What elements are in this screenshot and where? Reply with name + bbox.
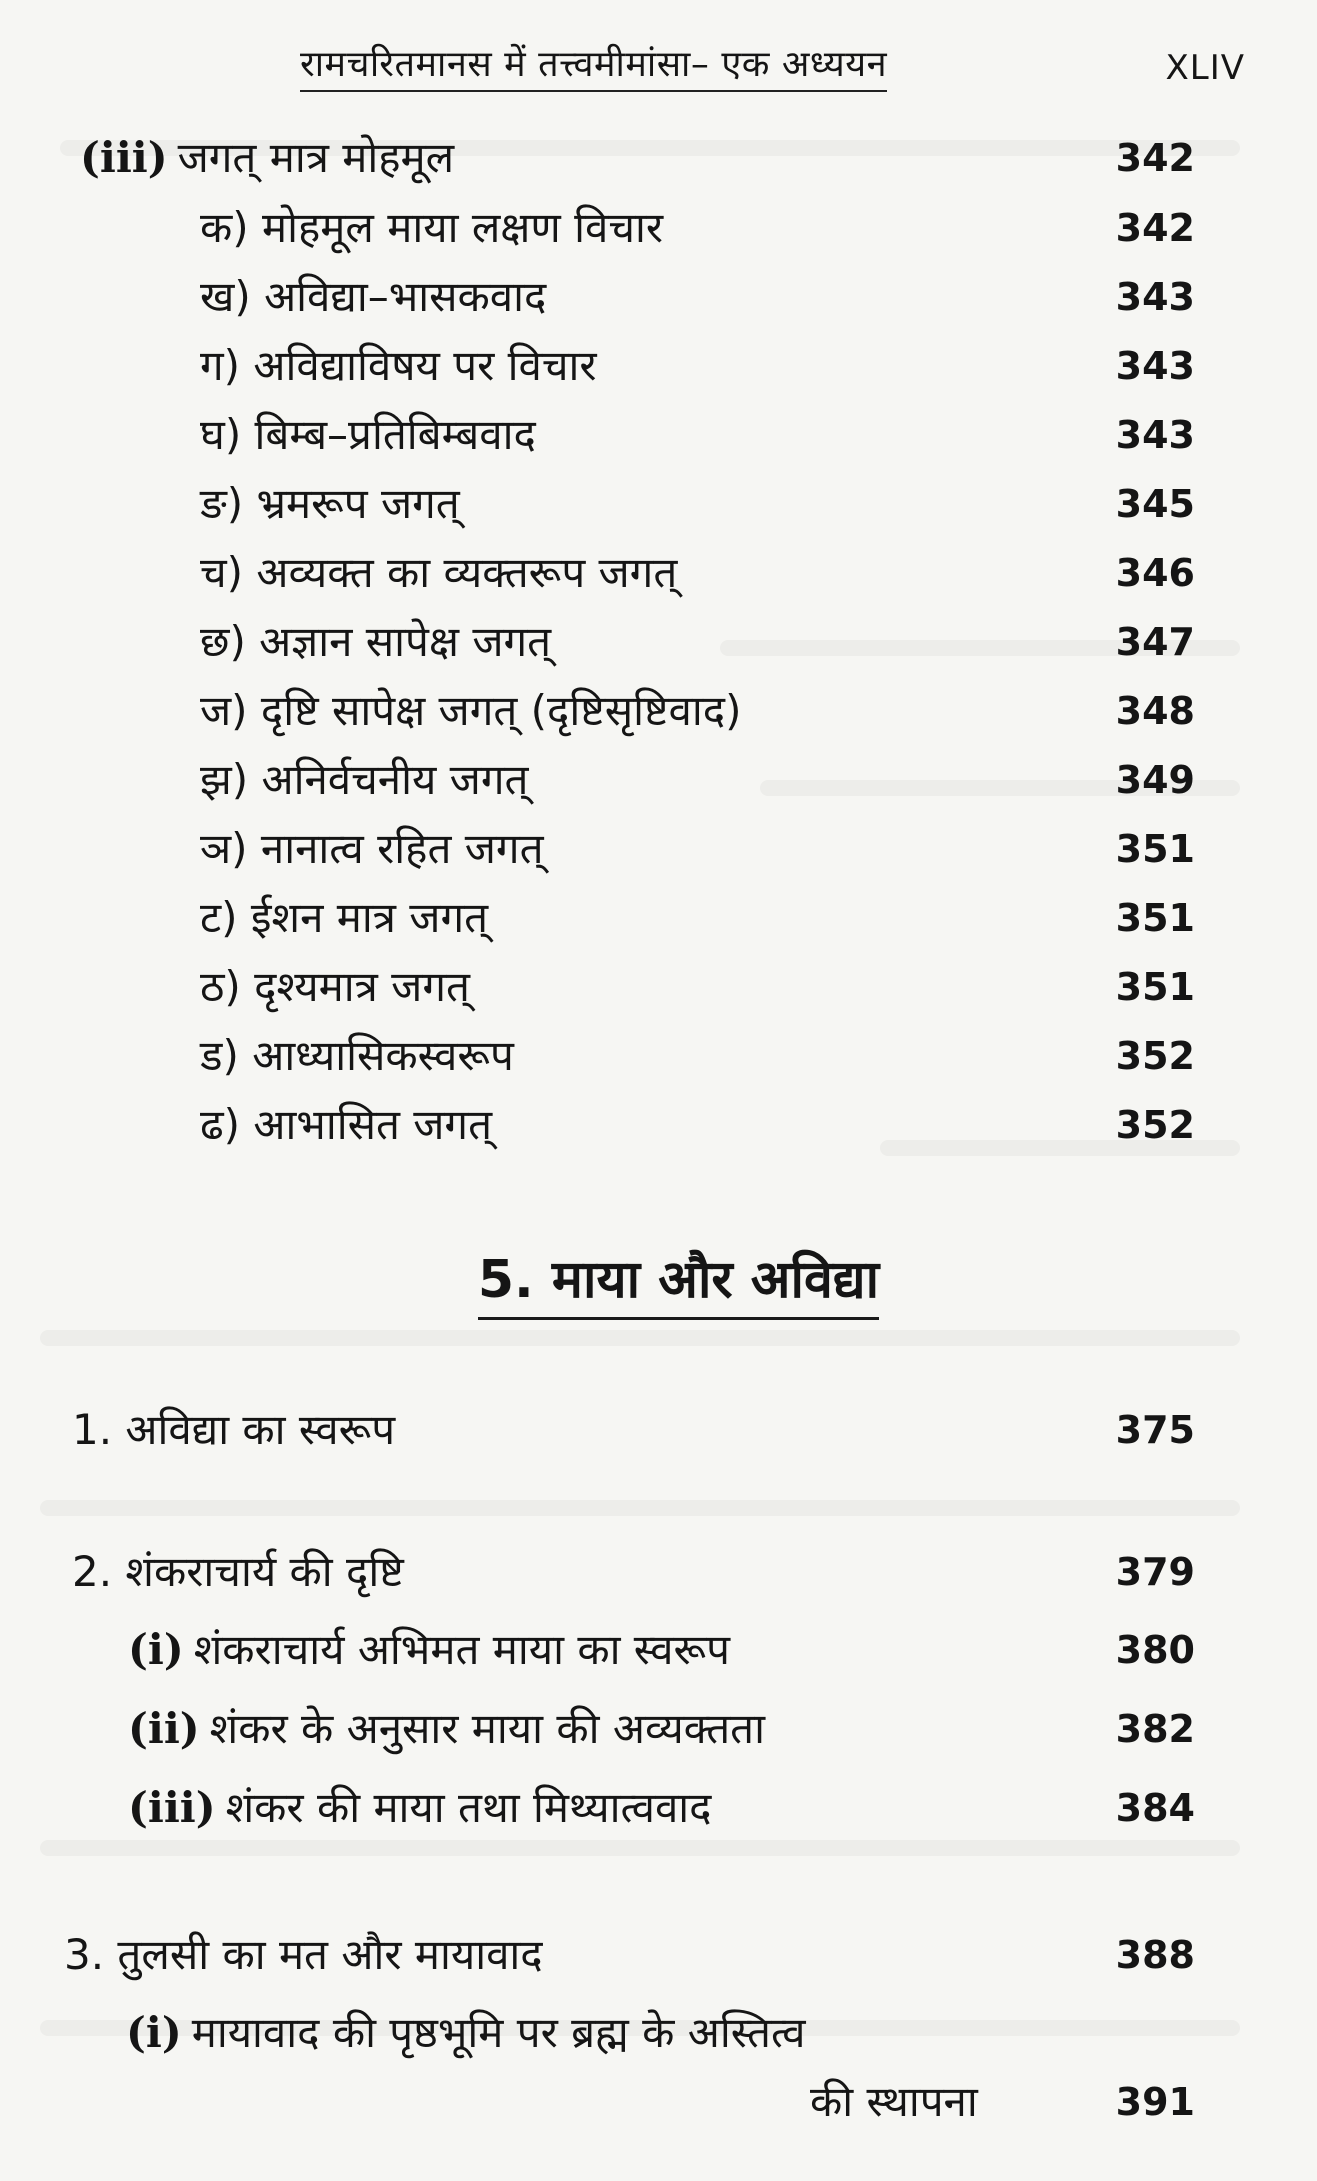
entry-page: 352 <box>1115 1103 1195 1147</box>
toc-entry <box>0 1026 1317 1086</box>
entry-page: 391 <box>1115 2080 1195 2124</box>
entry-page: 375 <box>1115 1408 1195 1452</box>
entry-title: ञ) नानात्व रहित जगत् <box>200 824 544 873</box>
toc-entry-continuation <box>0 2072 1317 2132</box>
toc-entry <box>0 1925 1317 1985</box>
entry-title: ड) आध्यासिकस्वरूप <box>200 1031 514 1080</box>
entry-page: 343 <box>1115 344 1195 388</box>
entry-marker: (iii) <box>80 133 168 182</box>
entry-page: 388 <box>1115 1933 1195 1977</box>
toc-entry <box>0 888 1317 948</box>
entry-title: 3. तुलसी का मत और मायावाद <box>64 1930 543 1979</box>
entry-marker: (iii) <box>128 1783 216 1832</box>
toc-entry <box>0 336 1317 396</box>
entry-marker: (i) <box>128 1625 184 1674</box>
entry-title: 2. शंकराचार्य की दृष्टि <box>72 1547 404 1596</box>
toc-entry <box>0 1095 1317 1155</box>
entry-title: ट) ईशन मात्र जगत् <box>200 893 489 942</box>
toc-entry <box>0 750 1317 810</box>
entry-page: 342 <box>1115 136 1195 180</box>
entry-page: 351 <box>1115 896 1195 940</box>
entry-marker: (ii) <box>128 1704 200 1753</box>
entry-page: 351 <box>1115 965 1195 1009</box>
entry-title: ख) अविद्या–भासकवाद <box>200 272 547 321</box>
entry-title: च) अव्यक्त का व्यक्तरूप जगत् <box>200 548 678 597</box>
chapter-heading <box>0 1245 1317 1320</box>
entry-page: 345 <box>1115 482 1195 526</box>
entry-title: ढ) आभासित जगत् <box>200 1100 493 1149</box>
toc-entry <box>0 267 1317 327</box>
entry-title: शंकर की माया तथा मिथ्यात्ववाद <box>225 1783 712 1832</box>
toc-entry <box>0 474 1317 534</box>
toc-entry <box>0 128 1317 188</box>
entry-title: शंकर के अनुसार माया की अव्यक्तता <box>209 1704 765 1753</box>
entry-title: घ) बिम्ब–प्रतिबिम्बवाद <box>200 410 536 459</box>
entry-title: ग) अविद्याविषय पर विचार <box>200 341 597 390</box>
toc-entry <box>0 1542 1317 1602</box>
entry-title: झ) अनिर्वचनीय जगत् <box>200 755 529 804</box>
toc-entry <box>0 819 1317 879</box>
chapter-title: 5. माया और अविद्या <box>478 1245 879 1320</box>
entry-page: 380 <box>1115 1628 1195 1672</box>
toc-entry <box>0 681 1317 741</box>
toc-entry <box>0 405 1317 465</box>
entry-page: 352 <box>1115 1034 1195 1078</box>
entry-title: क) मोहमूल माया लक्षण विचार <box>200 203 664 252</box>
entry-page: 384 <box>1115 1786 1195 1830</box>
toc-entry <box>0 1620 1317 1680</box>
entry-page: 343 <box>1115 275 1195 319</box>
entry-title: जगत् मात्र मोहमूल <box>177 133 455 182</box>
entry-page: 379 <box>1115 1550 1195 1594</box>
entry-title: 1. अविद्या का स्वरूप <box>72 1405 396 1454</box>
entry-page: 349 <box>1115 758 1195 802</box>
entry-title: ठ) दृश्यमात्र जगत् <box>200 962 470 1011</box>
toc-entry <box>0 1699 1317 1759</box>
entry-page: 343 <box>1115 413 1195 457</box>
page-number: XLIV <box>1165 48 1245 88</box>
entry-title: की स्थापना <box>810 2077 978 2126</box>
entry-page: 342 <box>1115 206 1195 250</box>
entry-marker: (i) <box>126 2008 182 2057</box>
entry-title: छ) अज्ञान सापेक्ष जगत् <box>200 617 552 666</box>
entry-title: शंकराचार्य अभिमत माया का स्वरूप <box>193 1625 730 1674</box>
toc-entry <box>0 1778 1317 1838</box>
entry-page: 382 <box>1115 1707 1195 1751</box>
toc-entry <box>0 198 1317 258</box>
entry-page: 347 <box>1115 620 1195 664</box>
toc-entry <box>0 957 1317 1017</box>
toc-entry <box>0 2003 1317 2063</box>
toc-entry <box>0 612 1317 672</box>
entry-page: 346 <box>1115 551 1195 595</box>
toc-entry <box>0 1400 1317 1460</box>
entry-title: मायावाद की पृष्ठभूमि पर ब्रह्म के अस्तित्व <box>191 2008 806 2057</box>
entry-page: 351 <box>1115 827 1195 871</box>
entry-page: 348 <box>1115 689 1195 733</box>
entry-title: ज) दृष्टि सापेक्ष जगत् (दृष्टिसृष्टिवाद) <box>200 686 742 735</box>
running-title: रामचरितमानस में तत्त्वमीमांसा– एक अध्ययन <box>300 38 887 92</box>
entry-title: ङ) भ्रमरूप जगत् <box>200 479 460 528</box>
toc-entry <box>0 543 1317 603</box>
